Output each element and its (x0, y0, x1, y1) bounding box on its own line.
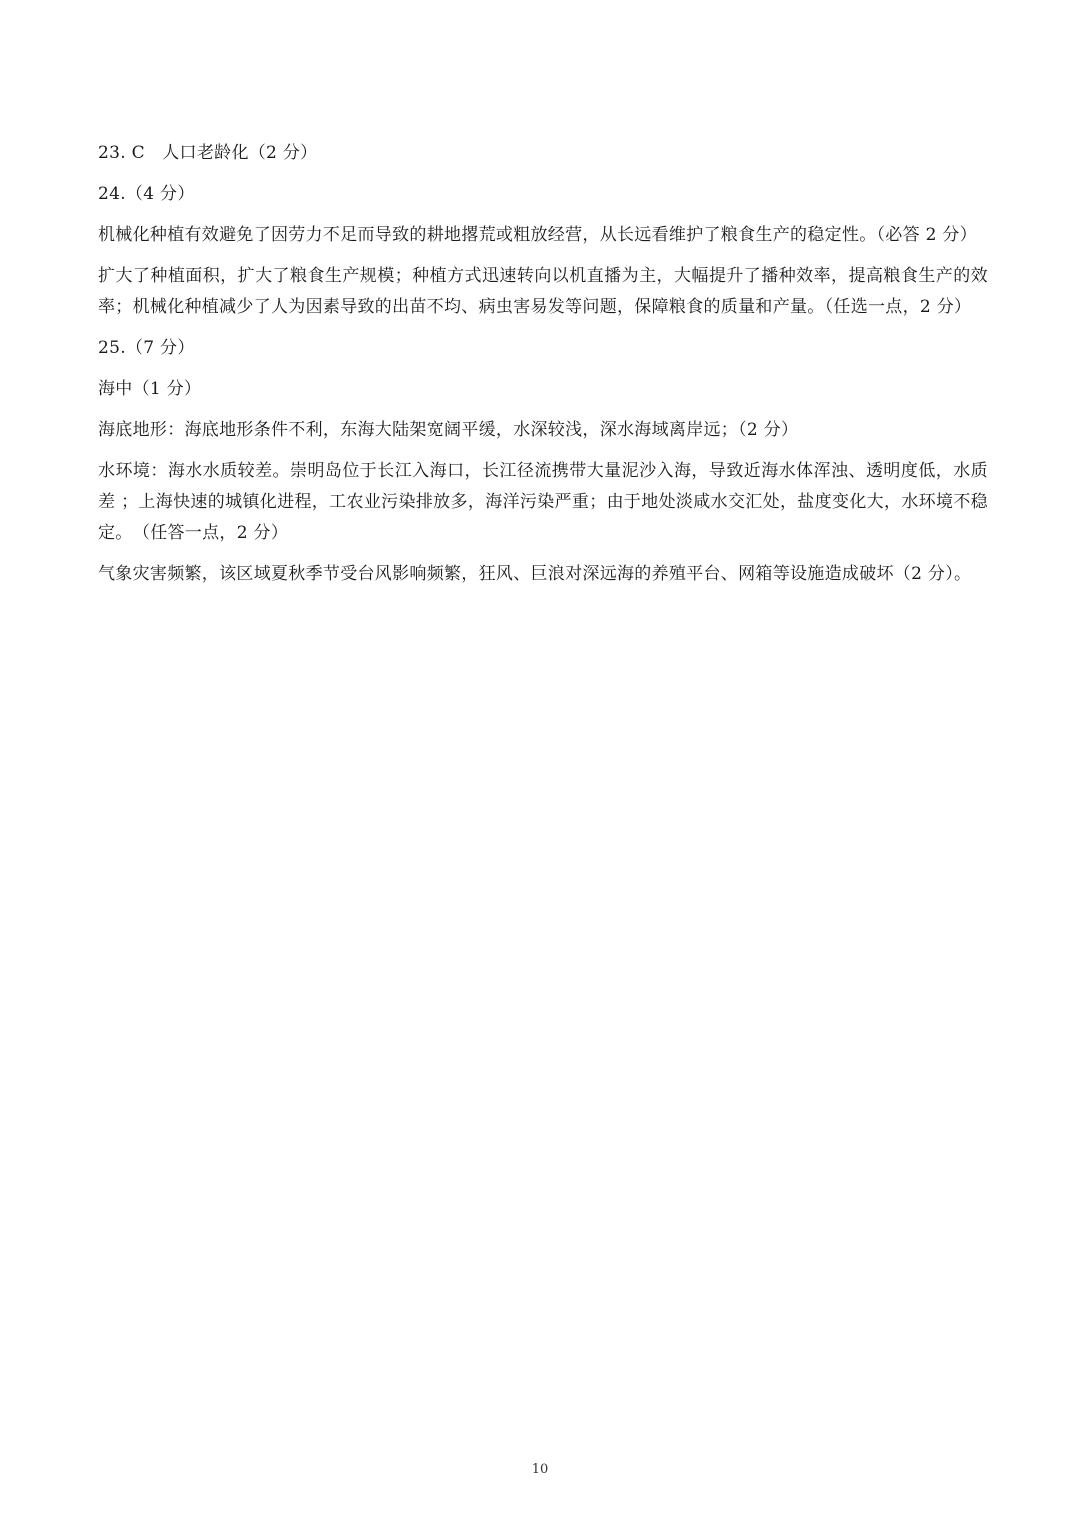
answer-23: 23. C 人口老龄化（2 分） (98, 143, 318, 163)
answer-25-paragraph-4: 气象灾害频繁，该区域夏秋季节受台风影响频繁，狂风、巨浪对深远海的养殖平台、网箱等设施造成破坏（2 分）。 (98, 564, 972, 584)
answer-25-paragraph-3: 水环境：海水水质较差。崇明岛位于长江入海口，长江径流携带大量泥沙入海，导致近海水体浑浊、透明度低，水质差 ；上海快速的城镇化进程，工农业污染排放多，海洋污染严重；由于地处淡咸水交汇处，盐度变化大，水环境不稳定。 （任答一点，2 分） (98, 461, 988, 543)
answer-25-paragraph-1: 海中（1 分） (98, 379, 202, 399)
answer-content (98, 138, 988, 600)
answer-24-paragraph-2: 扩大了种植面积，扩大了粮食生产规模；种植方式迅速转向以机直播为主，大幅提升了播种效率，提高粮食生产的效率；机械化种植减少了人为因素导致的出苗不均、病虫害易发等问题，保障粮食的质量和产量。（任选一点，2 分） (98, 266, 988, 317)
answer-25-header: 25.（7 分） (98, 338, 195, 358)
answer-24-paragraph-1: 机械化种植有效避免了因劳力不足而导致的耕地撂荒或粗放经营，从长远看维护了粮食生产的稳定性。（必答 2 分） (98, 225, 978, 245)
answer-25-paragraph-2: 海底地形：海底地形条件不利，东海大陆架宽阔平缓，水深较浅，深水海域离岸远；（2 分） (98, 420, 799, 440)
page-number: 10 (531, 1462, 549, 1477)
answer-24-header: 24.（4 分） (98, 184, 195, 204)
